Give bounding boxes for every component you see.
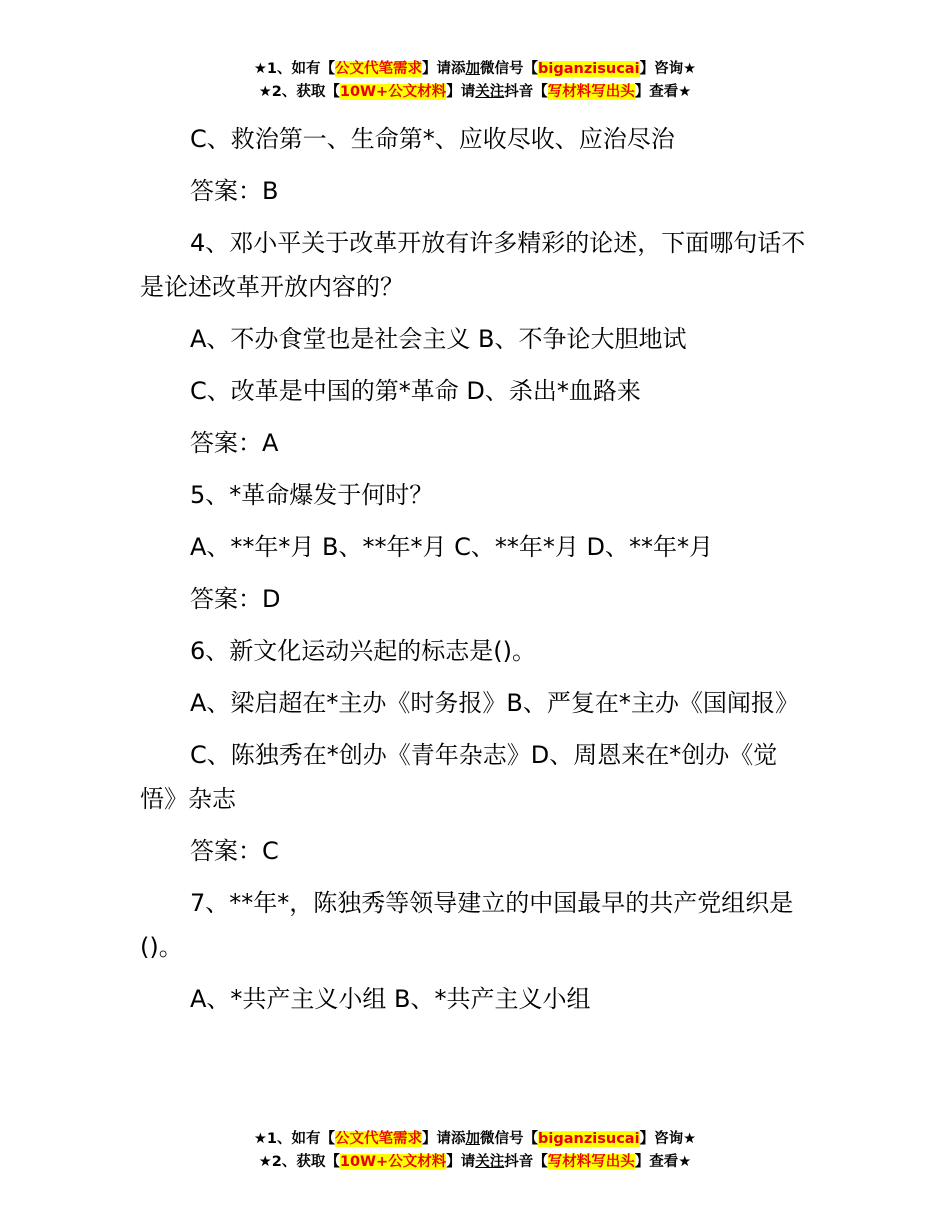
answer-option-line: C、陈独秀在*创办《青年杂志》D、周恩来在*创办《觉悟》杂志: [140, 741, 778, 813]
header-banner-line-2: [0, 81, 950, 104]
answer-key: 答案：B: [190, 177, 279, 205]
header-banner-underlined-text: 加: [465, 61, 481, 77]
materials-offer-highlight: 10W+公文材料: [339, 1154, 447, 1170]
footer-banner-text: 】请添: [422, 1131, 466, 1147]
footer-banner-text: 1、如有【: [266, 1131, 336, 1147]
header-banner-text: 】请: [446, 84, 476, 100]
answer-key: 答案：A: [190, 429, 279, 457]
footer-banner-text: 微信号【: [480, 1131, 539, 1147]
footer-banner-line-2: [0, 1151, 950, 1174]
header-banner-text: 2、获取【: [271, 84, 340, 100]
douyin-account-highlight: 写材料写出头: [547, 84, 635, 100]
footer-banner-text: 】查看: [634, 1154, 679, 1170]
star-icon: ★: [683, 61, 697, 77]
question-4: 4、邓小平关于改革开放有许多精彩的论述，下面哪句话不是论述改革开放内容的？: [140, 229, 806, 301]
star-icon: ★: [683, 1131, 697, 1147]
answer-option-line: A、**年*月 B、**年*月 C、**年*月 D、**年*月: [190, 533, 714, 561]
star-icon: ★: [253, 1131, 267, 1147]
header-banner-text: 抖音【: [504, 84, 548, 100]
footer-banner-underlined-text: 关注: [475, 1154, 505, 1170]
wechat-id-highlight: biganzisucai: [538, 61, 640, 77]
ghostwriting-service-highlight: 公文代笔需求: [335, 61, 423, 77]
footer-banner-text: 抖音【: [504, 1154, 548, 1170]
answer-option-line: C、改革是中国的第*革命 D、杀出*血路来: [190, 377, 641, 405]
footer-banner-line-1: [0, 1128, 950, 1151]
footer-banner-underlined-text: 加: [465, 1131, 481, 1147]
wechat-id-highlight: biganzisucai: [538, 1131, 640, 1147]
header-banner-line-1: [0, 58, 950, 81]
header-banner-text: 微信号【: [480, 61, 539, 77]
document-body: [140, 117, 812, 1029]
answer-option-line: A、不办食堂也是社会主义 B、不争论大胆地试: [190, 325, 687, 353]
materials-offer-highlight: 10W+公文材料: [339, 84, 447, 100]
header-banner: [0, 58, 950, 104]
star-icon: ★: [678, 1154, 692, 1170]
douyin-account-highlight: 写材料写出头: [547, 1154, 635, 1170]
question-5: 5、*革命爆发于何时？: [190, 481, 434, 509]
header-banner-text: 】查看: [634, 84, 679, 100]
star-icon: ★: [258, 84, 272, 100]
question-7: 7、**年*，陈独秀等领导建立的中国最早的共产党组织是()。: [140, 889, 794, 961]
answer-option-line: A、*共产主义小组 B、*共产主义小组: [190, 985, 591, 1013]
star-icon: ★: [253, 61, 267, 77]
star-icon: ★: [258, 1154, 272, 1170]
answer-key: 答案：C: [190, 837, 279, 865]
header-banner-underlined-text: 关注: [475, 84, 505, 100]
footer-banner: [0, 1128, 950, 1174]
answer-option-line: C、救治第一、生命第*、应收尽收、应治尽治: [190, 125, 675, 153]
footer-banner-text: 2、获取【: [271, 1154, 340, 1170]
header-banner-text: 】请添: [422, 61, 466, 77]
ghostwriting-service-highlight: 公文代笔需求: [335, 1131, 423, 1147]
header-banner-text: 】咨询: [639, 61, 684, 77]
footer-banner-text: 】咨询: [639, 1131, 684, 1147]
header-banner-text: 1、如有【: [266, 61, 336, 77]
answer-option-line: A、梁启超在*主办《时务报》B、严复在*主办《国闻报》: [190, 689, 799, 717]
footer-banner-text: 】请: [446, 1154, 476, 1170]
answer-key: 答案：D: [190, 585, 281, 613]
question-6: 6、新文化运动兴起的标志是()。: [190, 637, 536, 665]
star-icon: ★: [678, 84, 692, 100]
